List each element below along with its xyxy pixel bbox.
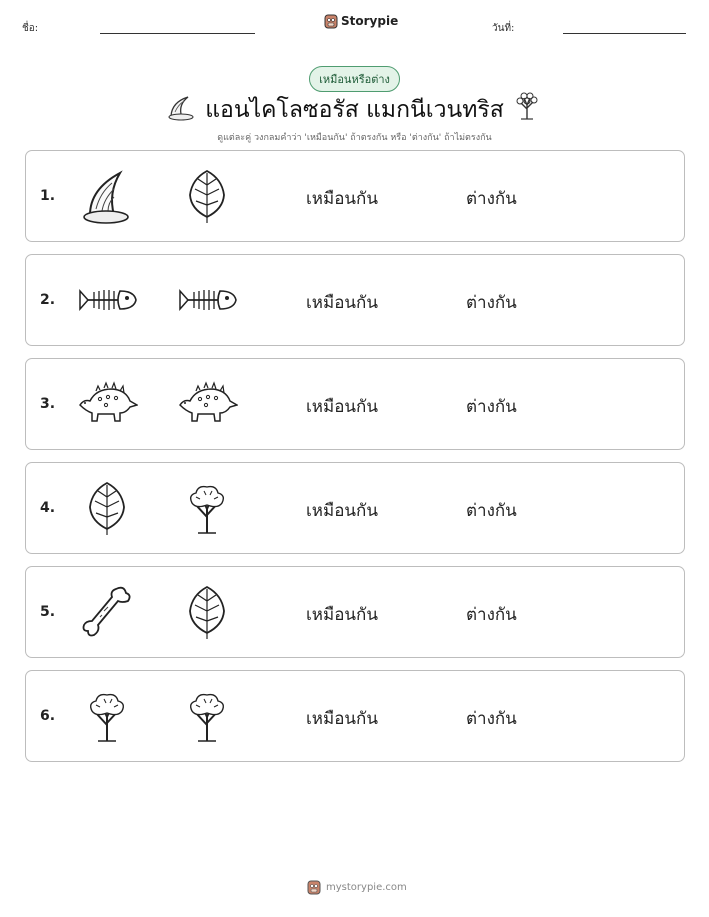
question-row-4 [25,462,685,554]
page-title: แอนไคโลซอรัส แมกนีเวนทริส [205,97,504,123]
claw-icon [76,165,138,227]
same-option[interactable]: เหมือนกัน [306,397,378,417]
leaf-icon [176,581,238,643]
tree-icon [176,477,238,539]
different-option[interactable]: ต่างกัน [466,397,517,417]
ankylosaurus-icon [176,373,238,435]
question-number: 3. [40,396,56,412]
question-row-2 [25,254,685,346]
question-row-1 [25,150,685,242]
fish-bone-icon [176,269,238,331]
tree-icon [513,91,541,121]
question-number: 1. [40,188,56,204]
question-number: 2. [40,292,56,308]
activity-badge: เหมือนหรือต่าง [309,66,400,92]
brand-name: Storypie [341,14,399,28]
different-option[interactable]: ต่างกัน [466,501,517,521]
question-row-5 [25,566,685,658]
footer-url[interactable]: mystorypie.com [326,881,407,893]
name-field[interactable] [100,33,255,34]
footer [307,879,407,895]
same-option[interactable]: เหมือนกัน [306,189,378,209]
leaf-icon [76,477,138,539]
tree-icon [76,685,138,747]
date-field[interactable] [563,33,686,34]
different-option[interactable]: ต่างกัน [466,293,517,313]
different-option[interactable]: ต่างกัน [466,189,517,209]
tree-icon [176,685,238,747]
name-label: ชื่อ: [22,23,39,34]
question-number: 5. [40,604,56,620]
different-option[interactable]: ต่างกัน [466,709,517,729]
question-number: 4. [40,500,56,516]
storypie-mascot-icon [307,879,321,895]
leaf-icon [176,165,238,227]
storypie-mascot-icon [324,13,338,29]
same-option[interactable]: เหมือนกัน [306,605,378,625]
same-option[interactable]: เหมือนกัน [306,293,378,313]
same-option[interactable]: เหมือนกัน [306,501,378,521]
brand-logo [324,13,398,29]
question-row-6 [25,670,685,762]
same-option[interactable]: เหมือนกัน [306,709,378,729]
bone-icon [76,581,138,643]
instructions: ดูแต่ละคู่ วงกลมคำว่า 'เหมือนกัน' ถ้าตรงกัน หรือ 'ต่างกัน' ถ้าไม่ตรงกัน [217,133,492,143]
ankylosaurus-icon [76,373,138,435]
different-option[interactable]: ต่างกัน [466,605,517,625]
question-row-3 [25,358,685,450]
date-label: วันที่: [492,23,515,34]
question-number: 6. [40,708,56,724]
fish-bone-icon [76,269,138,331]
